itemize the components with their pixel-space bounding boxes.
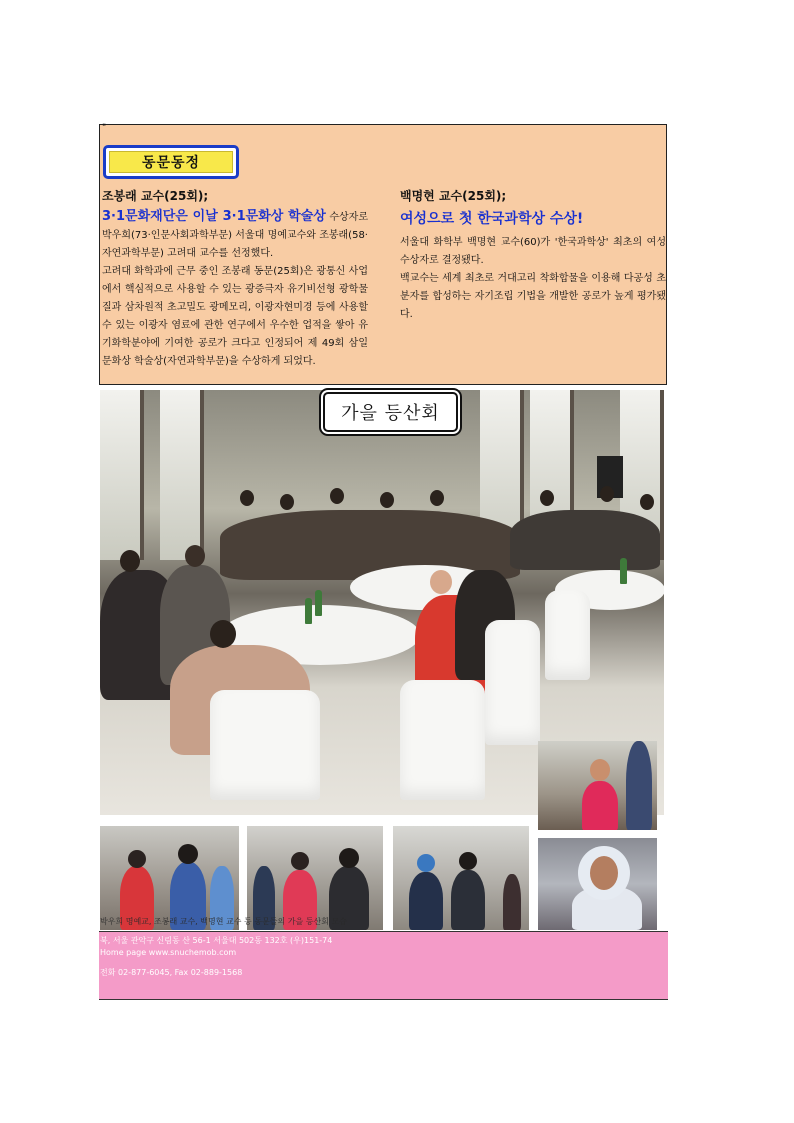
person-head	[339, 848, 359, 868]
photo-portrait-woman	[538, 838, 657, 930]
newsletter-page	[99, 124, 668, 1000]
crowd-figure	[510, 510, 660, 570]
person-head	[430, 570, 452, 594]
person-head	[430, 490, 444, 506]
person-face	[590, 856, 618, 890]
window-panel	[160, 390, 204, 560]
singer-head	[128, 850, 146, 868]
news-paragraph-right-2: 백교수는 세계 최초로 거대고리 착화합물을 이용해 다공성 초분자를 합성하는 자기조립 기법을 개발한 공로가 높게 평가됐다.	[400, 273, 666, 320]
photo-singing-2	[247, 826, 383, 930]
photo-group-3	[393, 826, 529, 930]
white-chair	[210, 690, 320, 800]
person-head	[330, 488, 344, 504]
person-head	[240, 490, 254, 506]
news-highlight-left: 3·1문화재단은 이날 3·1문화상 학술상	[102, 209, 326, 224]
white-chair	[485, 620, 540, 745]
news-column-left	[102, 187, 368, 371]
news-paragraph-right-1: 서울대 화학부 백명현 교수(60)가 '한국과학상' 최초의 여성 수상자로 결정됐다.	[400, 237, 666, 266]
news-heading-left: 조봉래 교수(25회);	[102, 189, 209, 203]
person-head	[417, 854, 435, 872]
person-head	[185, 545, 205, 567]
footer-address: 북, 서울 관악구 신림동 산 56-1 서울대 502동 132호 (우)151-74	[100, 936, 333, 945]
person-head	[280, 494, 294, 510]
bottle	[620, 558, 627, 584]
news-paragraph-left-1	[102, 208, 368, 263]
child-figure	[582, 781, 618, 830]
person-head	[540, 490, 554, 506]
adult-figure	[626, 741, 652, 830]
corner-mark: "	[102, 123, 107, 133]
news-heading-right: 백명현 교수(25회);	[400, 189, 507, 203]
news-highlight-right: 여성으로 첫 한국과학상 수상!	[400, 211, 584, 227]
person-head	[380, 492, 394, 508]
photo-area	[99, 386, 667, 931]
person-head	[178, 844, 198, 864]
white-chair	[545, 590, 590, 680]
section-title-badge	[103, 145, 239, 179]
child-head	[590, 759, 610, 781]
person-head	[120, 550, 140, 572]
person-head	[459, 852, 477, 870]
photo-child	[538, 741, 657, 830]
photo-singing-1	[100, 826, 239, 930]
person-head	[600, 486, 614, 502]
alumni-news-panel	[99, 124, 667, 385]
footer-homepage[interactable]: Home page www.snuchemob.com	[100, 948, 237, 957]
bottle	[305, 598, 312, 624]
person-head	[640, 494, 654, 510]
news-column-right	[400, 187, 666, 324]
photo-caption: 박우희 명예교, 조봉래 교수, 백명현 교수 등 동문들의 가을 등산회 모습	[100, 917, 347, 926]
footer-contact: 전화 02-877-6045, Fax 02-889-1568	[100, 968, 243, 977]
person-head	[210, 620, 236, 648]
singer-head	[291, 852, 309, 870]
news-paragraph-left-1-text: 수상자로 박우희(73·인문사회과학부문) 서울대 명예교수와 조봉래(58·자연과학부문) 고려대 교수를 선정했다.	[102, 212, 368, 259]
news-paragraph-left-2: 고려대 화학과에 근무 중인 조봉래 동문(25회)은 광통신 사업에서 핵심적으로 사용할 수 있는 광증극자 유기비선형 광학물질과 삼차원적 초고밀도 광메모리, 이광자현미경 등에 사용할 수 있는 이광자 염료에 관한 연구에서 우수한 업적을 쌓아 유기화학분야에 기여한 공로가 크다고 인정되어 제 49회 삼일 문화상 학술상(자연과학부문)을 수상하게 되었다.	[102, 266, 368, 367]
window-panel	[100, 390, 144, 560]
section-title: 동문동정	[109, 151, 233, 173]
footer	[99, 931, 668, 1000]
white-chair	[400, 680, 485, 800]
bottle	[315, 590, 322, 616]
event-title: 가을 등산회	[323, 392, 458, 432]
